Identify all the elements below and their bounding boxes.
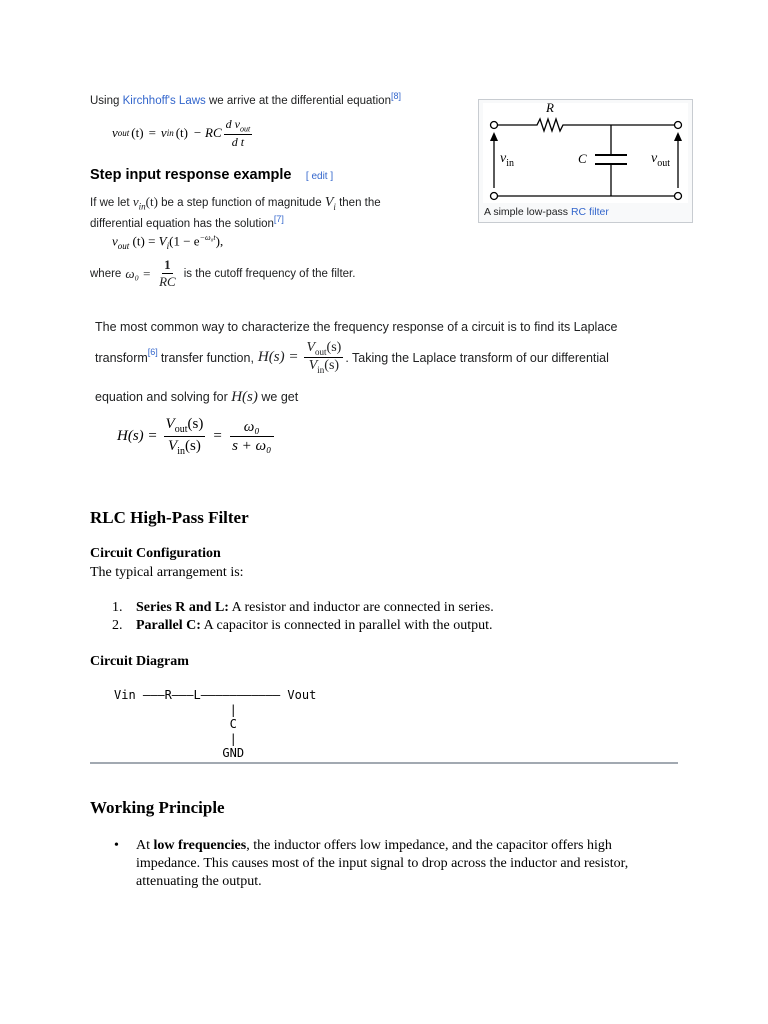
wiki-intro <box>90 91 401 107</box>
principle-heading: Working Principle <box>90 798 225 817</box>
bullet-mark: • <box>114 838 119 853</box>
principle-list <box>112 837 672 891</box>
cutoff-line: where ω₀ = $\frac{1}{RC}$ is the cutoff frequency of the filter. <box>90 257 356 289</box>
kirchhoff-laws-link[interactable]: Kirchhoff's Laws <box>122 95 206 107</box>
list-item: 1. Series R and L: A resistor and inductor are connected in series. <box>112 600 494 615</box>
transfer-function: H(s) = $\frac{V_{out}(s)}{V_{in}(s)}$ = $\frac{\text{ω₀}}{\text{s + ω₀}}$ <box>117 416 276 458</box>
laplace-line3: equation and solving for H(s) we get <box>95 389 299 405</box>
config-text: The typical arrangement is: <box>90 565 244 580</box>
node-bottom-left <box>491 193 498 200</box>
config-list <box>112 599 712 635</box>
horizontal-rule <box>90 762 678 764</box>
intro-using: Using <box>90 95 120 107</box>
label-vout: $v_{out}$ <box>651 151 670 169</box>
label-c: C <box>578 151 587 166</box>
laplace-line2: transform [6] transfer function, H(s) = $\frac{V_{out}(s)}{V_{in}(s)}$ . Taking the Laplace transform of our differential <box>95 340 609 375</box>
rc-filter-figure <box>478 99 693 223</box>
node-top-left <box>491 122 498 129</box>
edit-link[interactable]: [ edit ] <box>305 171 334 182</box>
config-heading: Circuit Configuration <box>90 546 221 561</box>
diagram-heading: Circuit Diagram <box>90 654 189 669</box>
step-solution: $v_{out}$ $(t) = V_i(1 - e^{-\omega_0t})$, <box>112 233 224 251</box>
laplace-line1: The most common way to characterize the frequency response of a circuit is to find its Laplace <box>95 320 618 334</box>
differential-equation: v out (t) = v in (t) − RC $\frac{d v_{out}}{\text{d t}}$ <box>112 117 251 149</box>
step-text: If we let $v_{in}(t)$ be a step function of magnitude $V_i$ then the differential equation has the solution[7] <box>90 194 381 230</box>
ref-8[interactable]: [8] <box>390 91 401 102</box>
rlc-title: RLC High-Pass Filter <box>90 508 249 527</box>
list-item: 2. Parallel C: A capacitor is connected in parallel with the output. <box>112 618 493 633</box>
circuit-diagram-ascii: Vin ———R———L——————————— Vout | C | GND <box>114 688 317 760</box>
list-item: • At low frequencies, the inductor offers low impedance, and the capacitor offers high impedance. This causes most of the input signal to drop across the inductor and resistor, attenuating the output. <box>114 838 629 889</box>
label-r: R <box>546 100 554 115</box>
figure-caption: A simple low-pass RC filter <box>484 206 609 218</box>
ref-7[interactable]: [7] <box>273 213 284 224</box>
node-bottom-right <box>675 193 682 200</box>
node-top-right <box>675 122 682 129</box>
intro-rest: we arrive at the differential equation <box>208 95 391 107</box>
rc-filter-link[interactable]: RC filter <box>570 206 609 218</box>
label-vin: $v_{in}$ <box>500 151 514 169</box>
step-heading: Step input response example [ edit ] <box>90 167 334 183</box>
